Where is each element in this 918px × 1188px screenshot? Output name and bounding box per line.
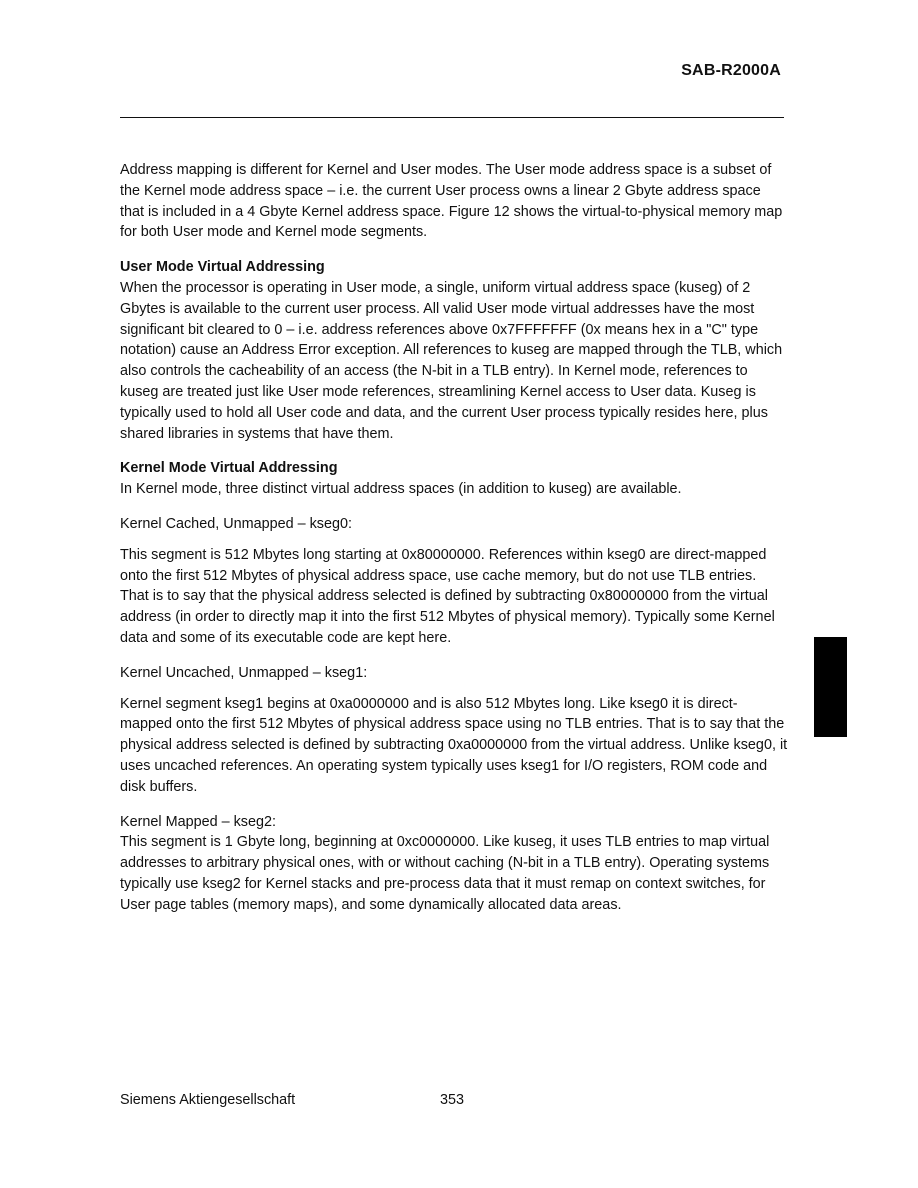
kseg0-paragraph: This segment is 512 Mbytes long starting at 0x80000000. References within kseg0 are direct-mapped onto the first 512 Mbytes of physical address space, use cache memory, but do not use TLB entries. That is to say that the physical address selected is defined by subtracting 0x80000000 from the virtual address (in order to directly map it into the first 512 Mbytes of physical memory). Typically some Kernel data and some of its executable code are kept here. — [120, 546, 775, 646]
footer-company-name: Siemens Aktiengesellschaft — [120, 1092, 296, 1108]
document-header-title: SAB-R2000A — [681, 62, 781, 79]
document-body — [120, 160, 788, 916]
kseg1-paragraph: Kernel segment kseg1 begins at 0xa0000000 and is also 512 Mbytes long. Like kseg0 it is direct-mapped onto the first 512 Mbytes of physical address space using no TLB entries. That is to say that the physical address selected is defined by subtracting 0xa0000000 from the virtual address. Unlike kseg0, it uses uncached references. An operating system typically uses kseg1 for I/O registers, ROM code and disk buffers. — [120, 695, 788, 795]
chapter-tab-marker — [814, 637, 847, 737]
header-divider — [120, 117, 784, 118]
kseg0-heading: Kernel Cached, Unmapped – kseg0: — [120, 515, 352, 532]
intro-paragraph: Address mapping is different for Kernel and User modes. The User mode address space is a subset of the Kernel mode address space – i.e. the current User process owns a linear 2 Gbyte address space that is included in a 4 Gbyte Kernel address space. Figure 12 shows the virtual-to-physical memory map for both User mode and Kernel mode segments. — [120, 162, 783, 241]
kernel-mode-paragraph: In Kernel mode, three distinct virtual address spaces (in addition to kuseg) are available. — [120, 481, 682, 498]
user-mode-paragraph: When the processor is operating in User mode, a single, uniform virtual address space (kuseg) of 2 Gbytes is available to the current user process. All valid User mode virtual addresses have the most significant bit cleared to 0 – i.e. address references above 0x7FFFFFFF (0x means hex in a "C" type notation) cause an Address Error exception. All references to kuseg are mapped through the TLB, which also controls the cacheability of an access (the N-bit in a TLB entry). In Kernel mode, references to kuseg are treated just like User mode references, streamlining Kernel access to User data. Kuseg is typically used to hold all User code and data, and the current User process typically resides here, plus shared libraries in systems that have them. — [120, 279, 783, 442]
kernel-mode-heading: Kernel Mode Virtual Addressing — [120, 460, 338, 477]
kseg1-heading: Kernel Uncached, Unmapped – kseg1: — [120, 664, 368, 681]
kseg2-heading: Kernel Mapped – kseg2: — [120, 813, 276, 830]
kseg2-paragraph: This segment is 1 Gbyte long, beginning at 0xc0000000. Like kuseg, it uses TLB entries to map virtual addresses to arbitrary physical ones, with or without caching (N-bit in a TLB entry). Operating systems typically use kseg2 for Kernel stacks and pre-process data that it must remap on context switches, for User page tables (memory maps), and some dynamically allocated data areas. — [120, 834, 770, 913]
footer-page-number: 353 — [440, 1092, 465, 1108]
user-mode-heading: User Mode Virtual Addressing — [120, 259, 325, 276]
